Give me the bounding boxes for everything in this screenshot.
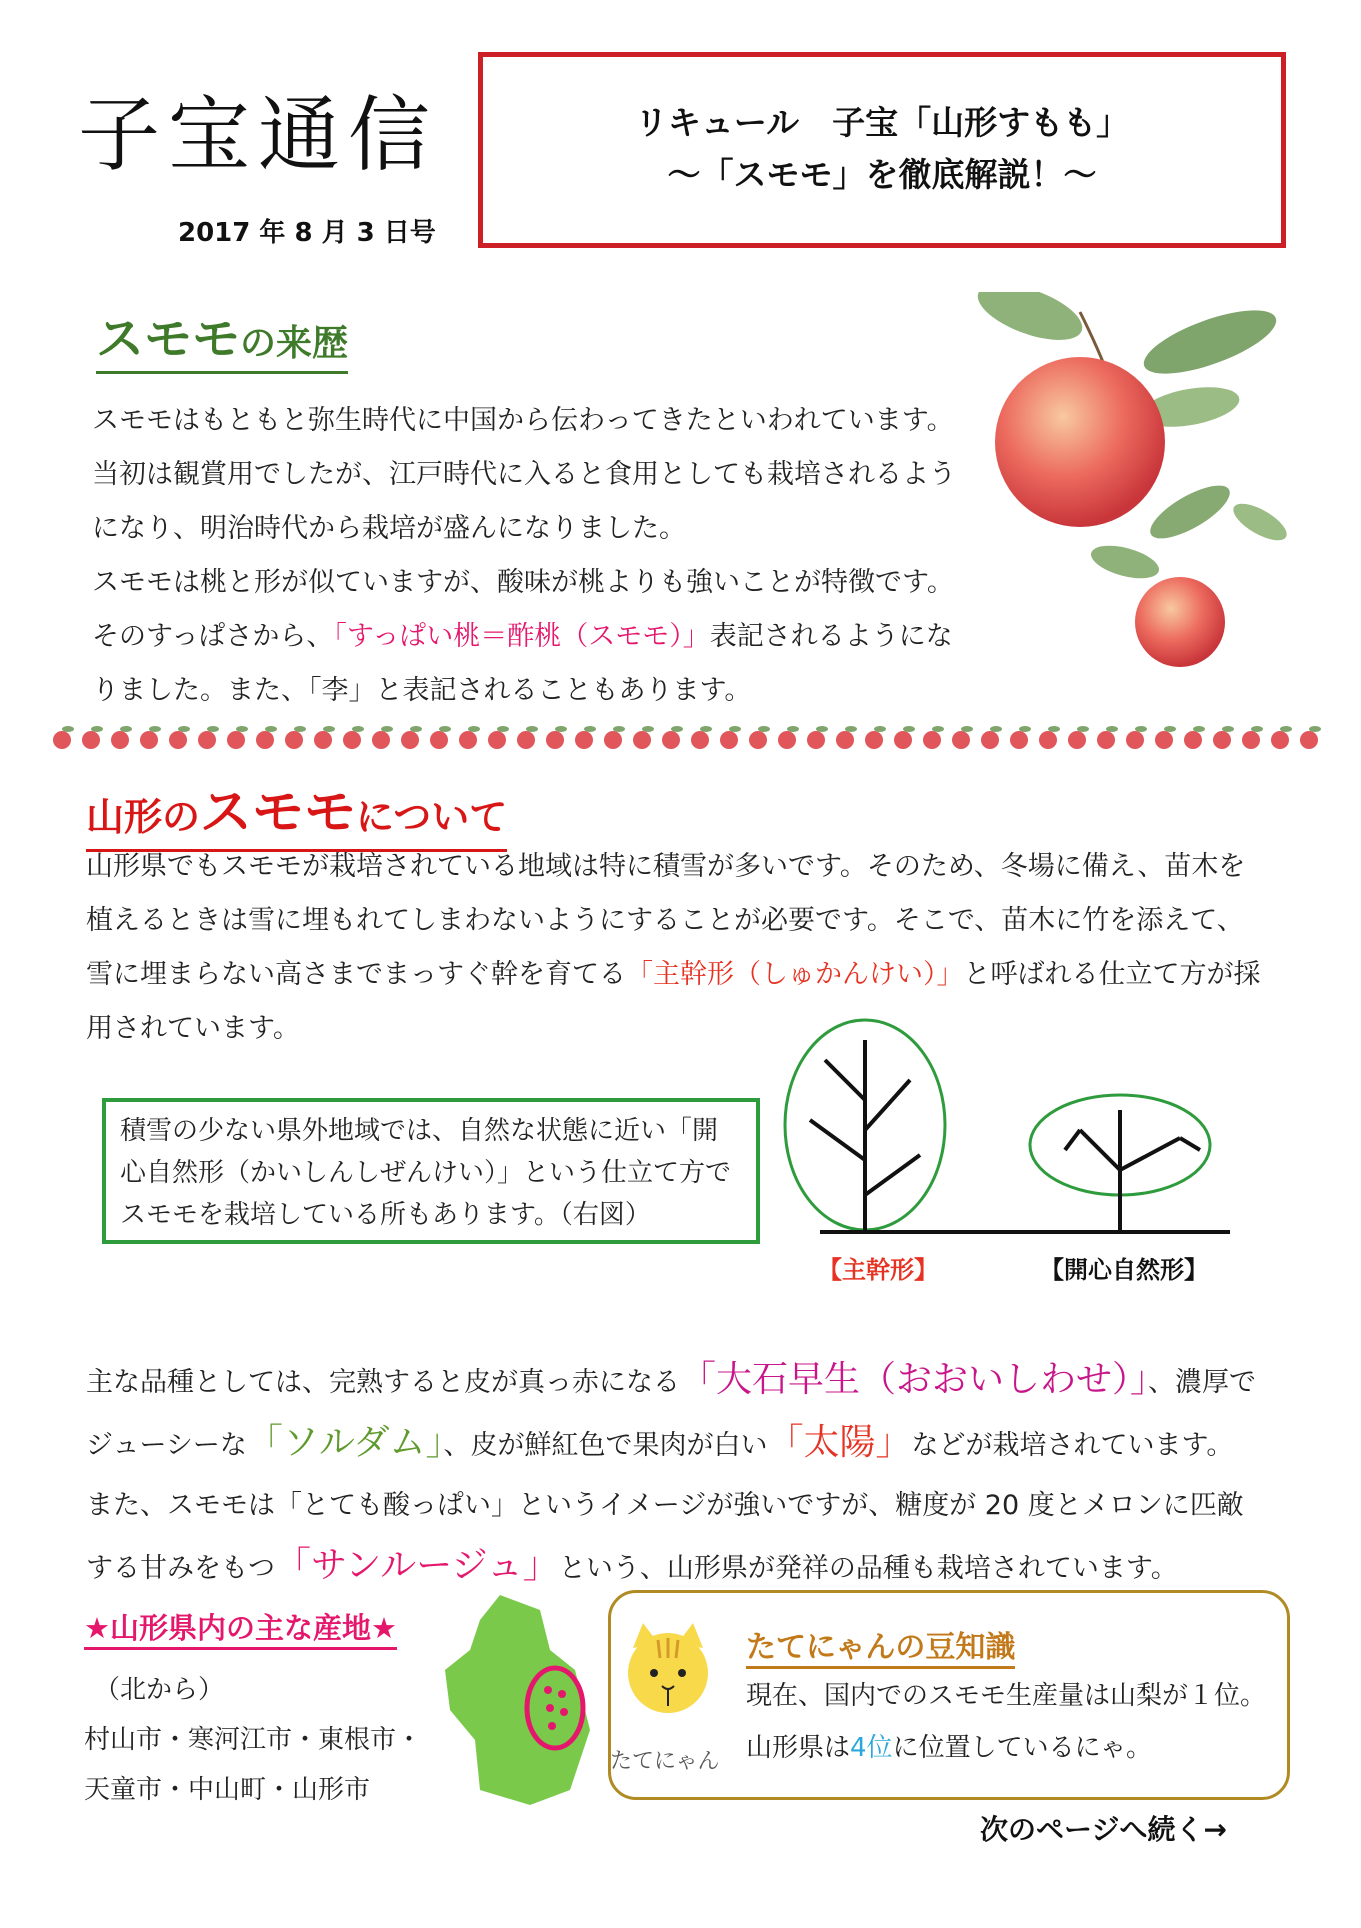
berry-icon xyxy=(778,726,799,749)
berry-icon xyxy=(1097,726,1118,749)
note-line-2: 心自然形（かいしんしぜんけい）」という仕立て方で xyxy=(120,1158,732,1188)
yamagata-line-4: 用されています。 xyxy=(86,1013,300,1044)
variety-sanrouge: 「サンルージュ」 xyxy=(275,1545,559,1586)
berry-icon xyxy=(198,726,219,749)
berry-icon xyxy=(1242,726,1263,749)
title-line-1: リキュール 子宝「山形すもも」 xyxy=(634,103,1130,142)
next-page-link[interactable]: 次のページへ続く→ xyxy=(980,1813,1227,1846)
tree-training-diagram xyxy=(780,1010,1240,1250)
berry-icon xyxy=(459,726,480,749)
heading-main: スモモ xyxy=(96,311,241,367)
peach-illustration xyxy=(960,292,1290,692)
origin-line-3: になり、明治時代から栽培が盛んになりました。 xyxy=(92,513,686,544)
v-l1-pre: 主な品種としては、完熟すると皮が真っ赤になる xyxy=(86,1367,680,1398)
yamagata-line-3 xyxy=(86,948,1286,1002)
v-l1-post: 、濃厚で xyxy=(1148,1367,1257,1398)
berry-icon xyxy=(169,726,190,749)
areas-list xyxy=(84,1665,422,1815)
title-box xyxy=(478,52,1286,248)
berry-icon xyxy=(604,726,625,749)
line3-pre: 雪に埋まらない高さまでまっすぐ幹を育てる xyxy=(86,959,626,990)
variety-taiyo: 「太陽」 xyxy=(767,1422,912,1463)
origin-line-1: スモモはもともと弥生時代に中国から伝わってきたといわれています。 xyxy=(92,405,954,436)
variety-oishi: 「大石早生（おおいしわせ）」 xyxy=(680,1359,1149,1400)
cat-mascot-icon xyxy=(618,1618,718,1728)
berry-icon xyxy=(140,726,161,749)
line5-highlight: 「すっぱい桃＝酢桃（スモモ）」 xyxy=(333,621,710,652)
map-shape xyxy=(445,1595,590,1805)
berry-icon xyxy=(894,726,915,749)
v-l2-pre: ジューシーな xyxy=(86,1430,247,1461)
title-line-2: ～「スモモ」を徹底解説！～ xyxy=(667,155,1097,194)
berry-icon xyxy=(488,726,509,749)
berry-icon xyxy=(314,726,335,749)
areas-heading: ★山形県内の主な産地★ xyxy=(84,1606,397,1650)
berry-icon xyxy=(111,726,132,749)
berry-icon xyxy=(952,726,973,749)
label-central-leader: 【主幹形】 xyxy=(818,1256,938,1284)
berry-icon xyxy=(865,726,886,749)
v-l2-mid: 、皮が鮮紅色で果肉が白い xyxy=(443,1430,768,1461)
trivia-line-2-pre: 山形県は xyxy=(746,1733,851,1763)
yamagata-line-2: 植えるときは雪に埋もれてしまわないようにすることが必要です。そこで、苗木に竹を添えて、 xyxy=(86,905,1244,936)
berry-icon xyxy=(227,726,248,749)
varieties-line-3: また、スモモは「とても酸っぱい」というイメージが強いですが、糖度が 20 度とメロンに匹敵 xyxy=(86,1490,1244,1521)
origin-paragraph xyxy=(92,394,972,718)
trivia-heading: たてにゃんの豆知識 xyxy=(746,1622,1015,1669)
berry-icon xyxy=(430,726,451,749)
berry-icon xyxy=(1184,726,1205,749)
origin-line-6: りました。また、「李」と表記されることもあります。 xyxy=(92,675,752,706)
berry-icon xyxy=(517,726,538,749)
berry-icon xyxy=(575,726,596,749)
berry-icon xyxy=(1010,726,1031,749)
central-leader-tree xyxy=(810,1040,920,1232)
berry-icon xyxy=(923,726,944,749)
varieties-paragraph xyxy=(86,1350,1306,1599)
berry-icon xyxy=(1300,726,1321,749)
cat-label: たてにゃん xyxy=(610,1749,720,1774)
berry-icon xyxy=(836,726,857,749)
berry-icon xyxy=(1068,726,1089,749)
origin-line-5 xyxy=(92,610,972,664)
label-open-center: 【開心自然形】 xyxy=(1040,1256,1208,1284)
areas-line-1: （北から） xyxy=(94,1675,225,1705)
varieties-line-2 xyxy=(86,1413,1306,1476)
newsletter-logo: 子宝通信 xyxy=(78,88,439,183)
berry-icon xyxy=(807,726,828,749)
berry-icon xyxy=(662,726,683,749)
berry-divider xyxy=(52,722,1332,752)
areas-line-3: 天童市・中山町・山形市 xyxy=(84,1775,371,1805)
origin-line-4: スモモは桃と形が似ていますが、酸味が桃よりも強いことが特徴です。 xyxy=(92,567,954,598)
trivia-line-2 xyxy=(746,1722,1266,1774)
berry-icon xyxy=(546,726,567,749)
berry-icon xyxy=(285,726,306,749)
line3-highlight: 「主幹形（しゅかんけい）」 xyxy=(626,959,964,990)
origin-line-2: 当初は観賞用でしたが、江戸時代に入ると食用としても栽培されるよう xyxy=(92,459,956,490)
section-heading-origin xyxy=(96,300,348,374)
issue-date: 2017 年 8 月 3 日号 xyxy=(178,218,436,248)
berry-icon xyxy=(691,726,712,749)
berry-icon xyxy=(1155,726,1176,749)
note-line-3: スモモを栽培している所もあります。（右図） xyxy=(120,1200,651,1230)
berry-icon xyxy=(981,726,1002,749)
line3-post: と呼ばれる仕立て方が採 xyxy=(963,959,1261,990)
berry-icon xyxy=(82,726,103,749)
variety-soldam: 「ソルダム」 xyxy=(246,1422,444,1463)
v-l4-pre: する甘みをもつ xyxy=(86,1553,275,1584)
trivia-rank: 4位 xyxy=(850,1733,893,1763)
berry-icon xyxy=(1271,726,1292,749)
berry-icon xyxy=(372,726,393,749)
yamagata-map xyxy=(440,1590,600,1810)
trivia-line-2-post: に位置しているにゃ。 xyxy=(892,1733,1153,1763)
v-l4-post: という、山形県が発祥の品種も栽培されています。 xyxy=(558,1553,1178,1584)
berry-icon xyxy=(1213,726,1234,749)
heading-rest: の来歴 xyxy=(240,323,349,364)
trivia-line-1: 現在、国内でのスモモ生産量は山梨が１位。 xyxy=(746,1681,1267,1711)
berry-icon xyxy=(633,726,654,749)
open-center-note-box xyxy=(102,1098,760,1244)
trivia-text xyxy=(746,1670,1266,1774)
berry-icon xyxy=(343,726,364,749)
varieties-line-1 xyxy=(86,1350,1306,1413)
open-center-tree xyxy=(1065,1110,1200,1232)
berry-icon xyxy=(53,726,74,749)
heading-c: について xyxy=(356,795,508,839)
berry-icon xyxy=(256,726,277,749)
heading-b: スモモ xyxy=(200,783,357,843)
berry-icon xyxy=(1126,726,1147,749)
berry-icon xyxy=(401,726,422,749)
areas-line-2: 村山市・寒河江市・東根市・ xyxy=(84,1725,423,1755)
heading-a: 山形の xyxy=(86,795,201,839)
line5-post: 表記されるようにな xyxy=(709,621,953,652)
berry-icon xyxy=(720,726,741,749)
berry-icon xyxy=(1039,726,1060,749)
berry-icon xyxy=(749,726,770,749)
line5-pre: そのすっぱさから、 xyxy=(92,621,334,652)
yamagata-line-1: 山形県でもスモモが栽培されている地域は特に積雪が多いです。そのため、冬場に備え、苗木を xyxy=(86,851,1246,882)
v-l2-post: などが栽培されています。 xyxy=(911,1430,1234,1461)
note-line-1: 積雪の少ない県外地域では、自然な状態に近い「開 xyxy=(120,1116,719,1146)
